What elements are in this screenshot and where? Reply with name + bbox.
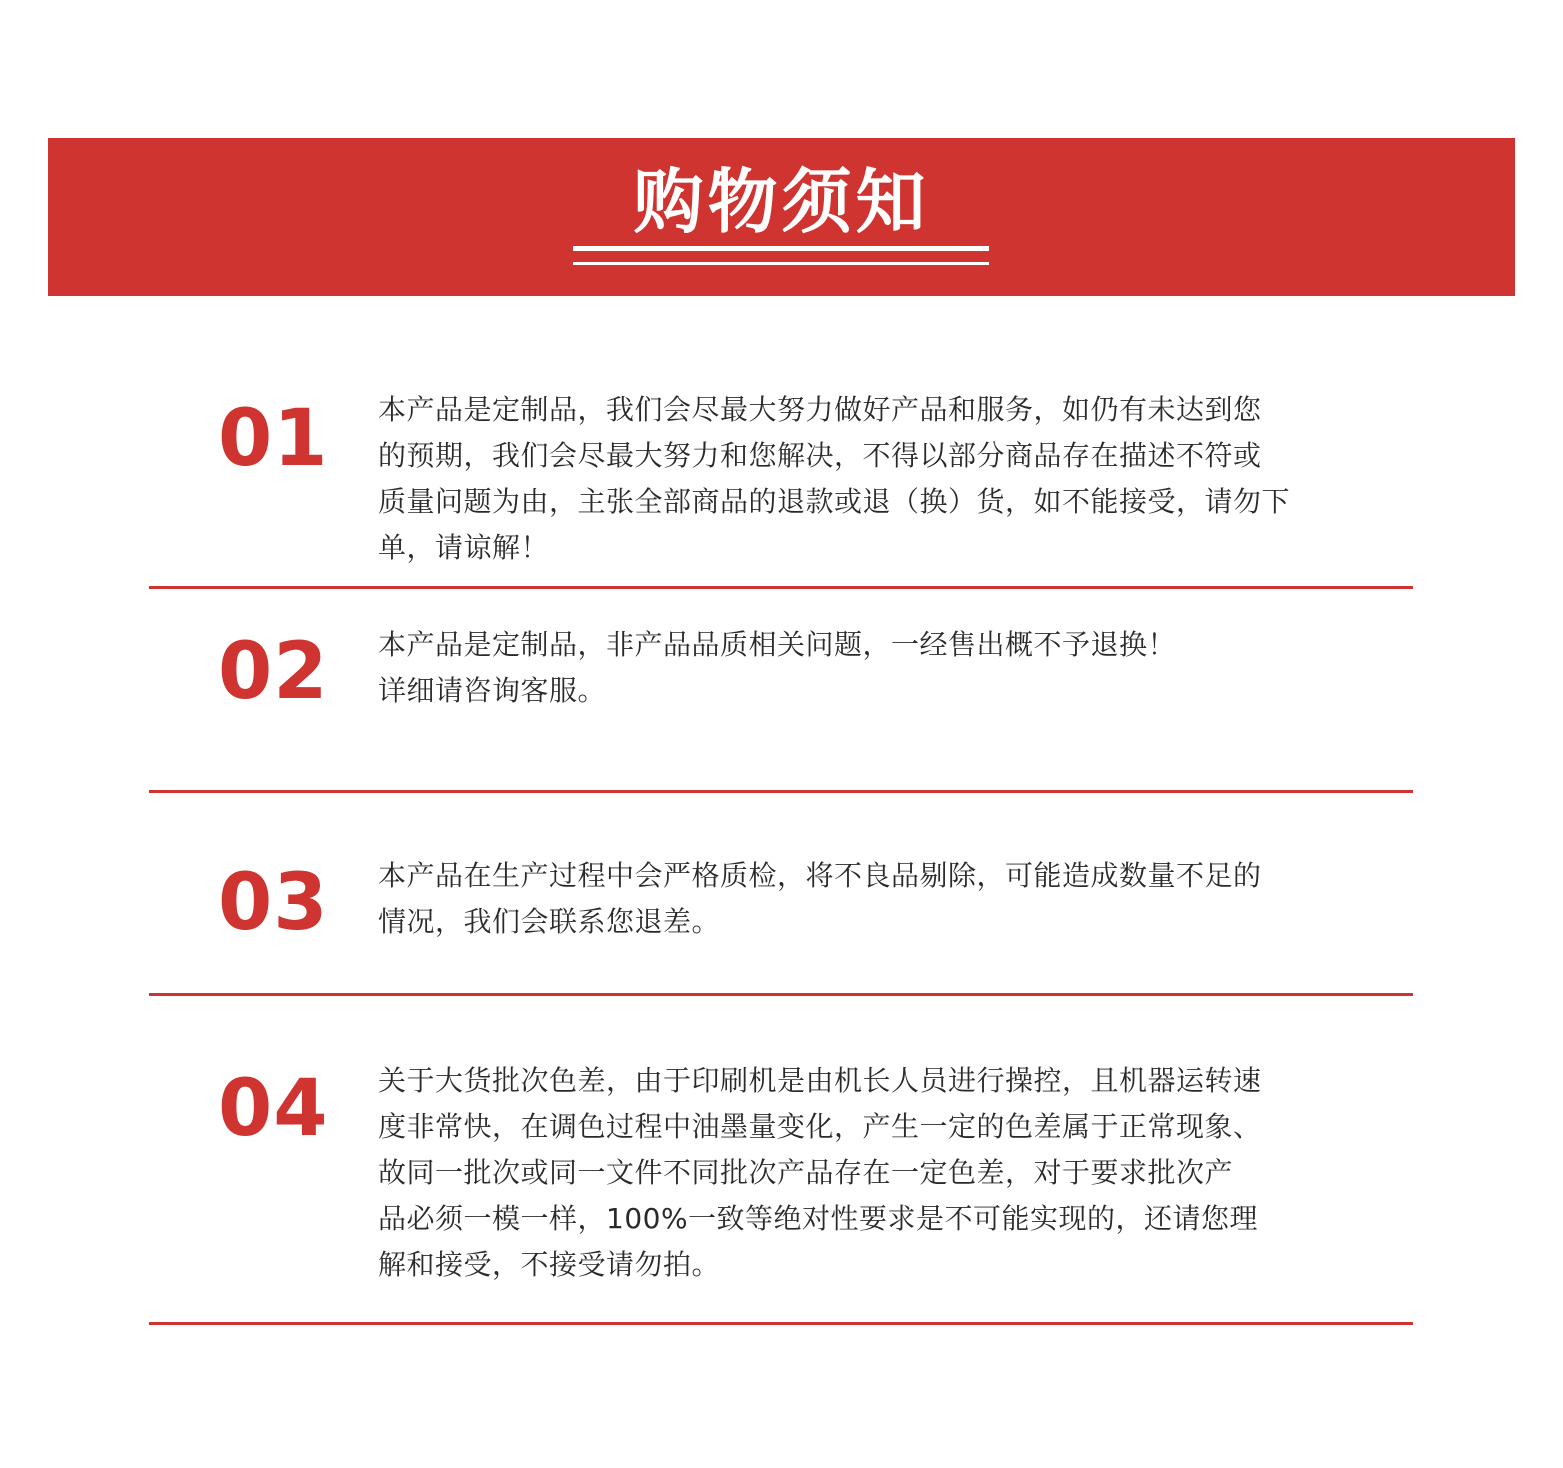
page-title: 购物须知 — [633, 161, 930, 243]
item-text-03: 本产品在生产过程中会严格质检，将不良品剔除，可能造成数量不足的 情况，我们会联系您退差。 — [378, 859, 1262, 938]
title-underline-thick — [573, 246, 989, 251]
item-text-01: 本产品是定制品，我们会尽最大努力做好产品和服务，如仍有未达到您 的预期，我们会尽最大努力和您解决，不得以部分商品存在描述不符或 质量问题为由，主张全部商品的退款或退（换）货，如不能接受，请勿下 单，请谅解！ — [378, 393, 1291, 564]
divider-02 — [149, 790, 1413, 793]
divider-04 — [149, 1322, 1413, 1325]
header-banner — [48, 138, 1515, 296]
item-number-02: 02 — [218, 627, 329, 717]
item-number-03: 03 — [218, 858, 329, 948]
item-text-02: 本产品是定制品，非产品品质相关问题，一经售出概不予退换！ 详细请咨询客服。 — [378, 628, 1177, 707]
item-number-01: 01 — [218, 394, 329, 484]
divider-03 — [149, 993, 1413, 996]
item-text-04: 关于大货批次色差，由于印刷机是由机长人员进行操控，且机器运转速 度非常快，在调色过程中油墨量变化，产生一定的色差属于正常现象、 故同一批次或同一文件不同批次产品存在一定色差，对于要求批次产 品必须一模一样，100%一致等绝对性要求是不可能实现的，还请您理 解和接受，不接受请勿拍。 — [378, 1064, 1262, 1281]
divider-01 — [149, 586, 1413, 589]
item-number-04: 04 — [218, 1064, 329, 1154]
title-underline-thin — [573, 262, 989, 265]
